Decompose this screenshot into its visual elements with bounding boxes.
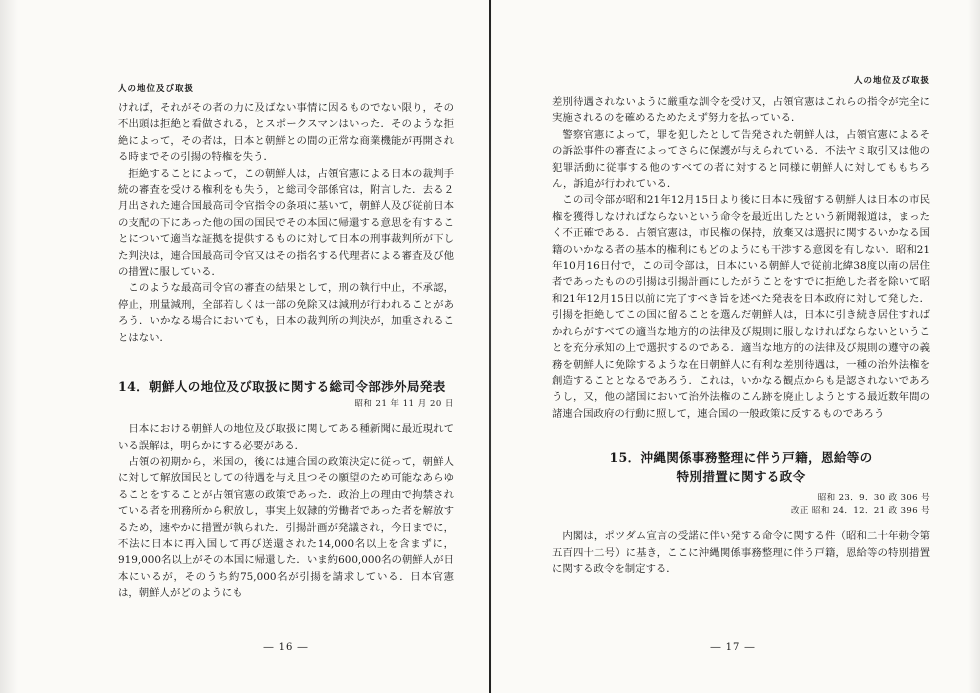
section-15-date-original: 昭和 23．9．30 政 306 号 bbox=[817, 493, 930, 504]
page-number-right: ― 17 ― bbox=[710, 642, 756, 653]
section-14-title: 14．朝鮮人の地位及び取扱に関する総司令部渉外局発表 bbox=[118, 379, 446, 395]
body-paragraph: この司令部が昭和21年12月15日より後に日本に残留する朝鮮人は日本の市民権を獲得しなければならないという命令を最近出したという新聞報道は，まったく不正確である．占領官憲は，市民権の保持，放棄又は選択に関するいかなる国籍のいかなる者の基本的権利にもどのようにも干渉する意図を有しない．昭和21年10月16日付で，この司令部は，日本にいる朝鮮人で従前北緯38度以南の居住者であったものの引揚は引揚計画にしたがうことをすでに拒絶した者を除いて昭和21年12月15日以前に完了すべき旨を述べた発表を日本政府に対して発した．引揚を拒絶してこの国に留ることを選んだ朝鮮人は，日本に引き続き居住すればかれらがすべての適当な地方的の法律及び規則に服しなければならないということを充分承知の上で選択するのである．適当な地方的の法律及び規則の遵守の義務を朝鮮人に免除するような在日朝鮮人に有利な差別待遇は，一種の治外法権を創造することとなるであろう．これは，いかなる観点からも是認されないであろうし，又，他の諸国において治外法権のこん跡を廃止しようとする最近数年間の諸連合国政府の行動に照して，連合国の一般政策に反するものであろう bbox=[552, 194, 930, 420]
body-paragraph: このような最高司令官の審査の結果として，刑の執行中止，不承認，停止，刑量減刑，全部若しくは一部の免除又は減刑が行われることがあろう．いかなる場合においても，日本の裁判所の判決が，加重されることはない． bbox=[118, 282, 454, 344]
right-page bbox=[492, 0, 980, 693]
section-15-dates bbox=[552, 492, 930, 518]
page-edge-shadow bbox=[968, 0, 980, 693]
body-paragraph: 拒絶することによって，この朝鮮人は，占領官憲による日本の裁判手続の審査を受ける権利をも失う，と総司令部係官は，附言した．去る２月出された連合国最高司令官指令の条項に基いて，朝鮮人及び従前日本の支配の下にあった他の国の国民でその本国に帰還する意思を有することについて適当な証拠を提供するものに対して日本の刑事裁判所が下した判決は，連合国最高司令官又はその指名する代理者による審査及び他の措置に服している． bbox=[118, 167, 454, 279]
body-paragraph: 警察官憲によって，罪を犯したとして告発された朝鮮人は，占領官憲によるその訴訟事件の審査によってさらに保護が与えられている．不法ヤミ取引又は他の犯罪活動に従事する他のすべての者に対すると同様に朝鮮人に対してももちろん，訴追が行われている． bbox=[552, 128, 930, 191]
body-paragraph: ければ，それがその者の力に及ばない事情に因るものでない限り，その不出頭は拒絶と看做される，とスポークスマンはいった．そのような拒絶によって，その者は，日本と朝鮮との間の正常な商業機能が再開される時までその引揚の特権を失う． bbox=[118, 102, 454, 164]
running-head-right: 人の地位及び取扱 bbox=[853, 76, 930, 86]
book-gutter bbox=[489, 0, 491, 693]
page-edge-shadow bbox=[0, 0, 18, 693]
running-head-left: 人の地位及び取扱 bbox=[118, 84, 195, 94]
body-paragraph: 占領の初期から，米国の，後には連合国の政策決定に従って，朝鮮人に対して解放国民としての待遇を与え且つその願望のため可能なあらゆることをすることが占領官憲の政策であった．政治上の理由で拘禁されている者を刑務所から釈放し，事実上奴隷的労働者であった者を解放するため，速やかに措置が執られた．引揚計画が発議され，今日までに，不法に日本に再入国して再び送還された14,000名以上を含まずに，919,000名以上がその本国に帰還した．いま約600,000名の朝鮮人が日本にいるが，そのうち約75,000名が引揚を請求している．日本官憲は，朝鮮人がどのようにも bbox=[118, 455, 454, 600]
page-number-left: ― 16 ― bbox=[263, 642, 309, 653]
body-paragraph: 日本における朝鮮人の地位及び取扱に関してある種新聞に最近現れている誤解は，明らかにする必要がある． bbox=[118, 423, 454, 452]
section-15-title bbox=[552, 448, 930, 486]
section-14-date: 昭和 21 年 11 月 20 日 bbox=[354, 399, 454, 410]
body-paragraph: 差別待遇されないように厳重な訓令を受け又，占領官憲はこれらの指令が完全に実施されるのを確めるためたえず努力を払っている． bbox=[552, 96, 930, 125]
section-15-title-line1: 15．沖縄関係事務整理に伴う戸籍，恩給等の bbox=[609, 450, 873, 466]
section-15-date-amended: 改正 昭和 24．12．21 政 396 号 bbox=[791, 506, 930, 517]
section-15-title-line2: 特別措置に関する政令 bbox=[676, 469, 806, 485]
body-paragraph: 内閣は，ポツダム宣言の受諾に伴い発する命令に関する件（昭和二十年勅令第五百四十二号）に基き，ここに沖縄関係事務整理に伴う戸籍，恩給等の特別措置に関する政令を制定する． bbox=[552, 530, 930, 575]
